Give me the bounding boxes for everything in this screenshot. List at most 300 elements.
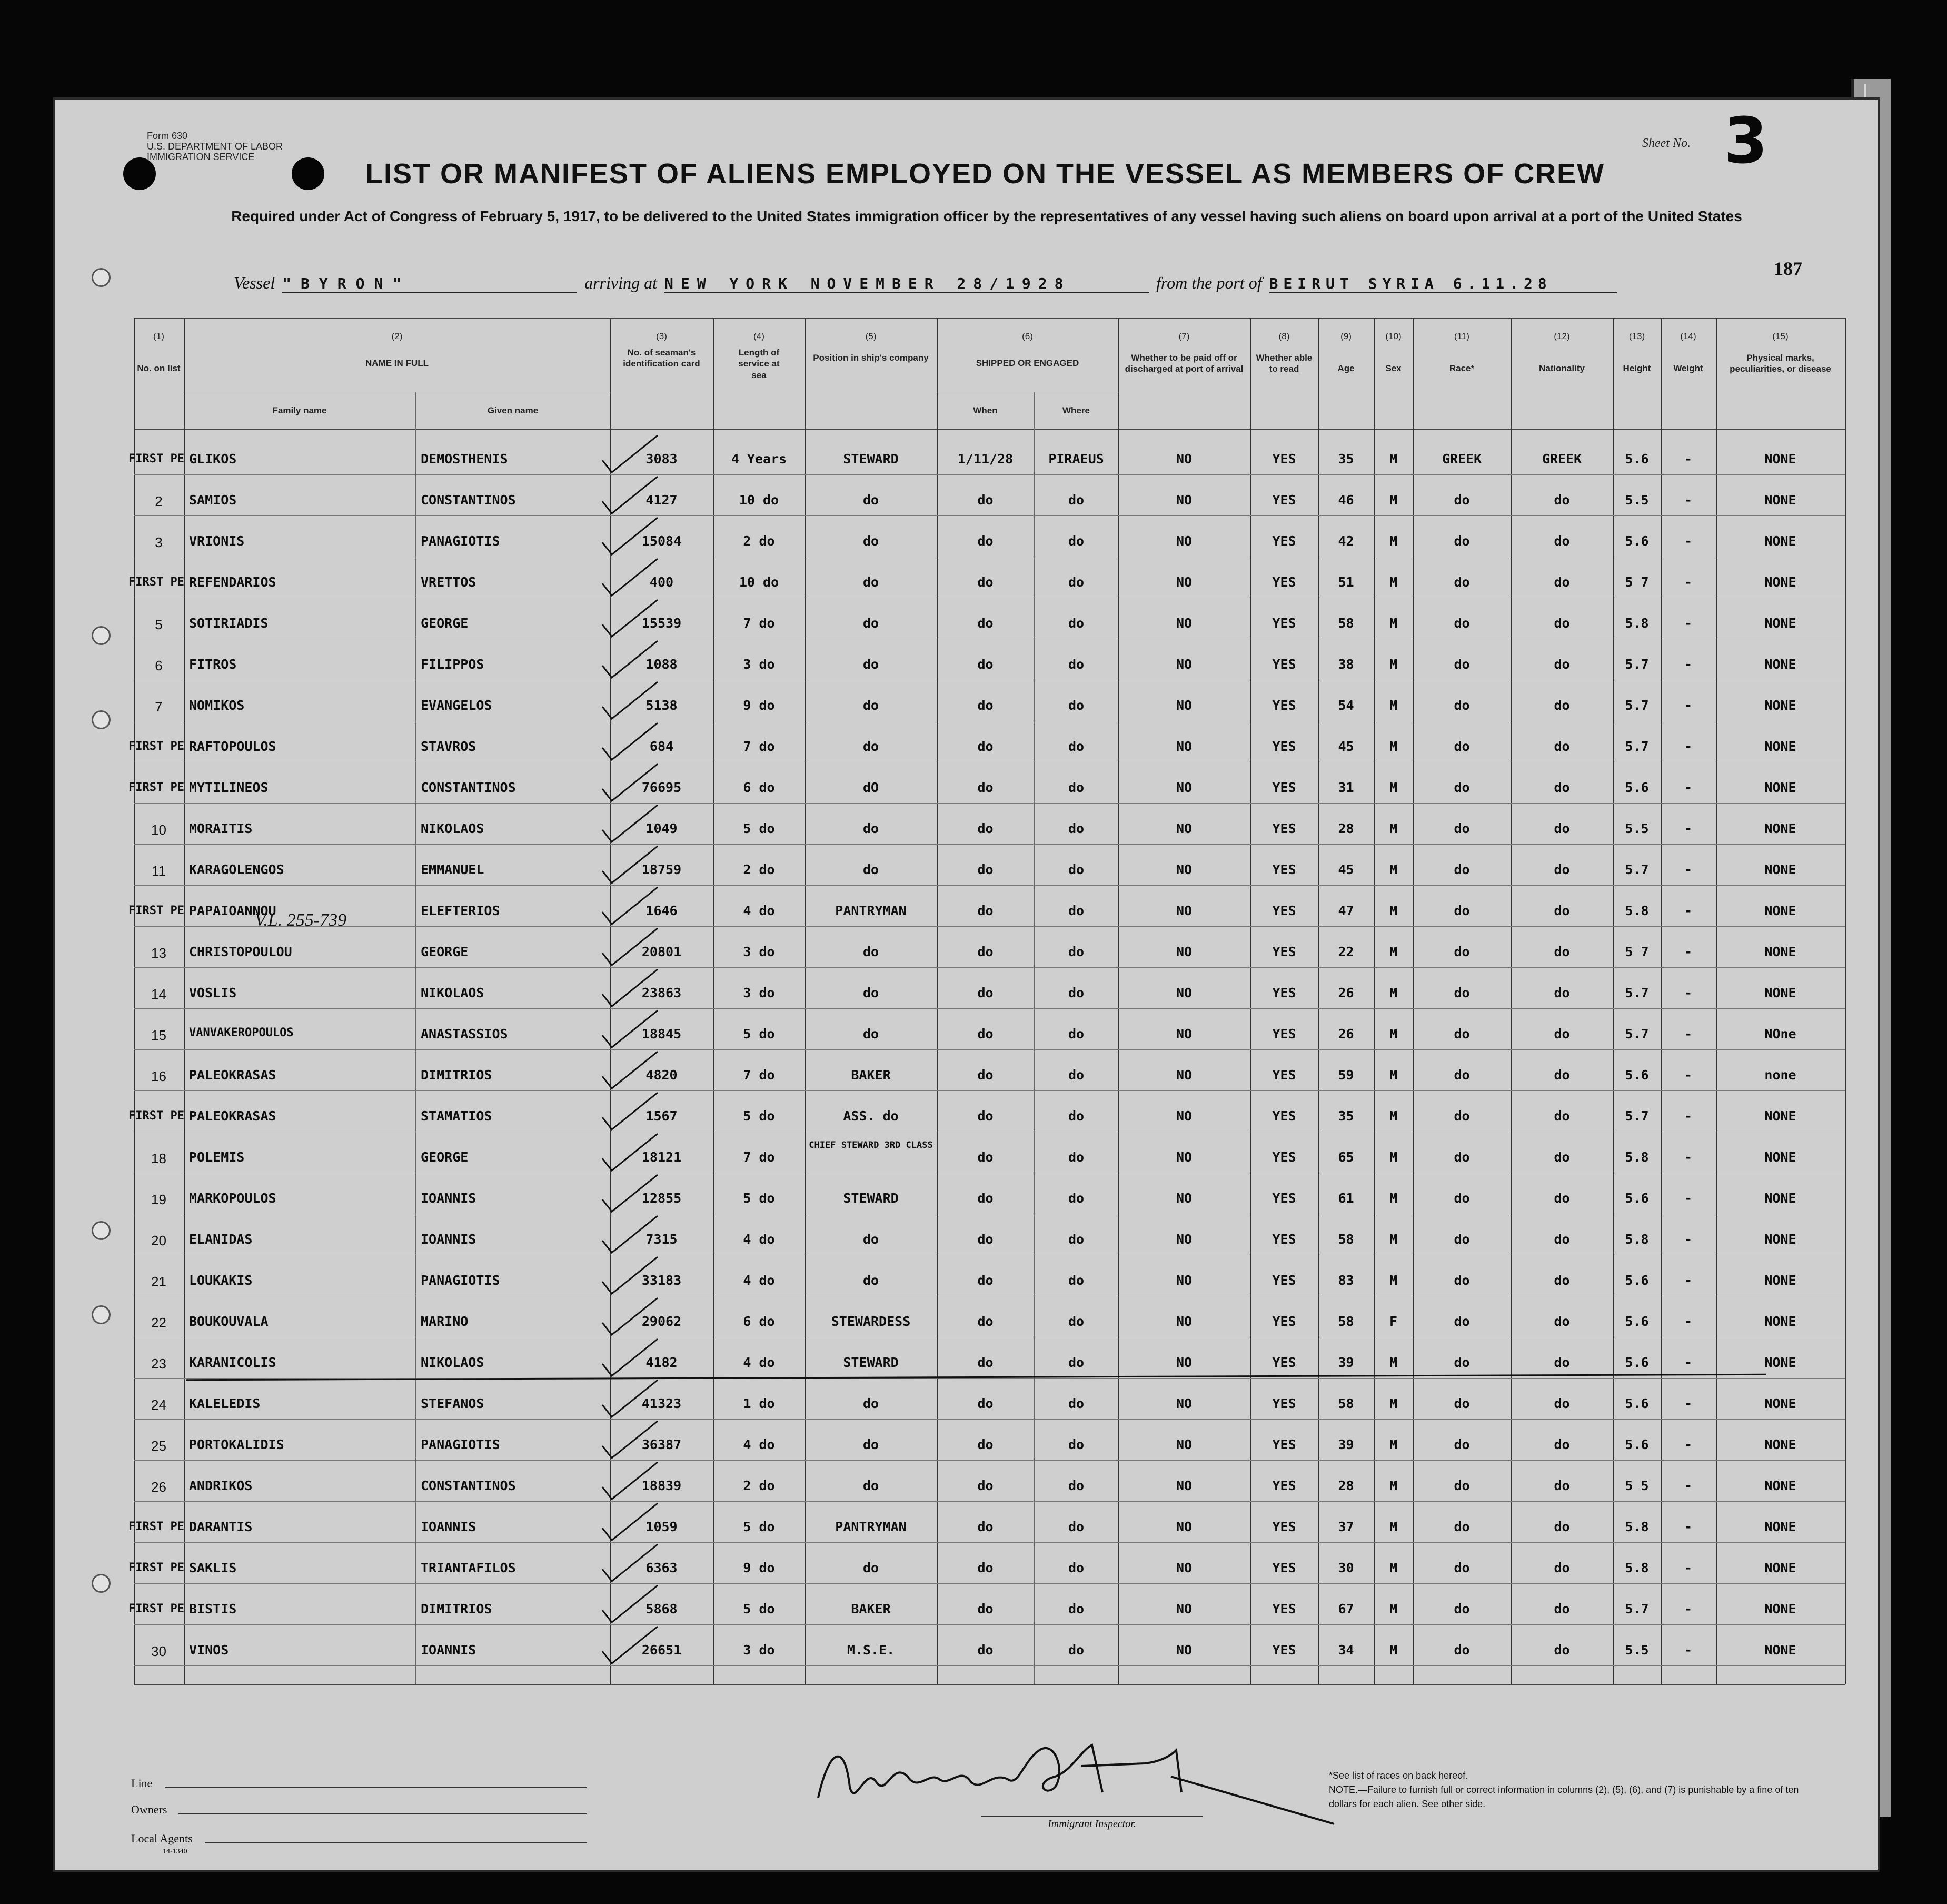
cell-where: do	[1068, 1273, 1085, 1288]
cell-card: 5868	[645, 1601, 678, 1617]
cell-race: do	[1454, 1396, 1470, 1411]
cell-read: YES	[1272, 698, 1296, 713]
cell-weight: -	[1684, 1642, 1693, 1658]
cell-paid: NO	[1176, 698, 1193, 713]
cell-paid: NO	[1176, 1067, 1193, 1083]
check-mark-icon	[597, 1335, 660, 1382]
row-rule	[134, 1665, 1845, 1666]
cell-family: SAKLIS	[189, 1560, 237, 1575]
cell-family: PAPAIOANNOU	[189, 903, 276, 918]
row-rule	[134, 1090, 1845, 1091]
cell-card: 7315	[645, 1232, 678, 1247]
cell-sex: F	[1389, 1314, 1398, 1329]
cell-given: GEORGE	[421, 616, 469, 631]
cell-given: STAVROS	[421, 739, 476, 754]
cell-when: do	[977, 1396, 994, 1411]
col1-num: (1)	[153, 331, 164, 341]
col4-num: (4)	[753, 331, 764, 341]
cell-age: 58	[1338, 616, 1354, 631]
arriving-label: arriving at	[584, 273, 657, 292]
cell-height: 5.7	[1625, 862, 1649, 877]
cell-race: do	[1454, 1437, 1470, 1452]
row-number: 13	[151, 945, 166, 961]
cell-read: YES	[1272, 616, 1296, 631]
handwritten-annotation: V.L. 255-739	[255, 910, 347, 930]
cell-when: do	[977, 1560, 994, 1575]
row-number: 20	[151, 1233, 166, 1248]
cell-age: 28	[1338, 1478, 1354, 1493]
cell-paid: NO	[1176, 1108, 1193, 1124]
row-number: 19	[151, 1192, 166, 1207]
cell-nationality: do	[1554, 1601, 1570, 1617]
cell-nationality: do	[1554, 1560, 1570, 1575]
cell-nationality: do	[1554, 616, 1570, 631]
cell-given: ELEFTERIOS	[421, 903, 500, 918]
cell-when: do	[977, 616, 994, 631]
cell-height: 5.7	[1625, 1108, 1649, 1124]
cell-paid: NO	[1176, 903, 1193, 918]
cell-paid: NO	[1176, 616, 1193, 631]
cell-length: 6 do	[743, 1314, 775, 1329]
check-mark-icon	[597, 719, 660, 766]
cell-read: YES	[1272, 903, 1296, 918]
cell-family: SAMIOS	[189, 492, 237, 508]
cell-given: TRIANTAFILOS	[421, 1560, 516, 1575]
cell-height: 5.7	[1625, 739, 1649, 754]
cell-position: do	[862, 1437, 879, 1452]
cell-read: YES	[1272, 1067, 1296, 1083]
col11-num: (11)	[1454, 331, 1469, 341]
cell-position: do	[862, 574, 879, 590]
cell-weight: -	[1684, 1396, 1693, 1411]
row-number: 30	[151, 1643, 166, 1659]
cell-height: 5.6	[1625, 1191, 1649, 1206]
cell-race: do	[1454, 862, 1470, 877]
check-mark-icon	[597, 678, 660, 725]
row-number: 3	[155, 534, 163, 550]
cell-nationality: do	[1554, 1026, 1570, 1042]
col2-num: (2)	[391, 331, 403, 341]
column-rule	[937, 318, 938, 1684]
cell-sex: M	[1389, 1191, 1398, 1206]
cell-sex: M	[1389, 533, 1398, 549]
column-rule	[1511, 318, 1512, 1684]
cell-race: do	[1454, 492, 1470, 508]
check-mark-icon	[597, 1294, 660, 1341]
cell-height: 5.8	[1625, 1560, 1649, 1575]
cell-position: do	[862, 944, 879, 959]
cell-length: 3 do	[743, 944, 775, 959]
cell-card: 5138	[645, 698, 678, 713]
cell-read: YES	[1272, 1437, 1296, 1452]
cell-race: do	[1454, 1560, 1470, 1575]
cell-race: do	[1454, 903, 1470, 918]
row-prefix: FIRST PE	[128, 1561, 184, 1574]
cell-nationality: do	[1554, 1314, 1570, 1329]
cell-height: 5.8	[1625, 1519, 1649, 1534]
col1-label: No. on list	[137, 363, 181, 373]
cell-where: do	[1068, 1026, 1085, 1042]
cell-where: do	[1068, 1191, 1085, 1206]
row-number: 25	[151, 1438, 166, 1454]
cell-weight: -	[1684, 1067, 1693, 1083]
col8-label: Whether able to read	[1256, 353, 1313, 374]
cell-family: PALEOKRASAS	[189, 1067, 276, 1083]
cell-length: 10 do	[739, 574, 779, 590]
cell-race: do	[1454, 1601, 1470, 1617]
cell-family: BISTIS	[189, 1601, 237, 1617]
row-number: 24	[151, 1397, 166, 1413]
cell-given: GEORGE	[421, 1149, 469, 1165]
cell-where: do	[1068, 1149, 1085, 1165]
cell-card: 684	[649, 739, 674, 754]
row-prefix: FIRST PE	[128, 904, 184, 917]
cell-nationality: do	[1554, 862, 1570, 877]
cell-read: YES	[1272, 1560, 1296, 1575]
cell-weight: -	[1684, 780, 1693, 795]
cell-given: PANAGIOTIS	[421, 1273, 500, 1288]
cell-height: 5.5	[1625, 492, 1649, 508]
cell-marks: NONE	[1764, 903, 1796, 918]
cell-paid: NO	[1176, 574, 1193, 590]
header-bottom-rule	[134, 429, 1845, 430]
cell-paid: NO	[1176, 1437, 1193, 1452]
cell-read: YES	[1272, 1026, 1296, 1042]
cell-position: do	[862, 739, 879, 754]
cell-family: FITROS	[189, 657, 237, 672]
cell-paid: NO	[1176, 657, 1193, 672]
check-mark-icon	[597, 1047, 660, 1095]
cell-length: 5 do	[743, 1191, 775, 1206]
cell-height: 5.8	[1625, 903, 1649, 918]
cell-paid: NO	[1176, 739, 1193, 754]
cell-race: do	[1454, 1108, 1470, 1124]
cell-given: DIMITRIOS	[421, 1067, 492, 1083]
cell-given: IOANNIS	[421, 1519, 476, 1534]
cell-when: do	[977, 903, 994, 918]
check-mark-icon	[597, 760, 660, 807]
cell-given: CONSTANTINOS	[421, 1478, 516, 1493]
row-prefix: FIRST PE	[128, 1109, 184, 1123]
cell-nationality: do	[1554, 1108, 1570, 1124]
footer-owners-label: Owners	[131, 1803, 167, 1816]
cell-age: 59	[1338, 1067, 1354, 1083]
col8-num: (8)	[1278, 331, 1290, 341]
cell-nationality: do	[1554, 1232, 1570, 1247]
cell-given: STAMATIOS	[421, 1108, 492, 1124]
cell-when: do	[977, 1642, 994, 1658]
check-mark-icon	[597, 1212, 660, 1259]
col6-num: (6)	[1022, 331, 1033, 341]
cell-weight: -	[1684, 1314, 1693, 1329]
cell-weight: -	[1684, 533, 1693, 549]
row-number: 11	[152, 863, 166, 879]
row-rule	[134, 1583, 1845, 1584]
cell-position: do	[862, 1273, 879, 1288]
cell-race: do	[1454, 1191, 1470, 1206]
cell-nationality: do	[1554, 821, 1570, 836]
cell-when: do	[977, 1355, 994, 1370]
column-rule	[805, 318, 806, 1684]
row-prefix: FIRST PE	[128, 740, 184, 753]
cell-when: do	[977, 1314, 994, 1329]
row-number: 18	[151, 1151, 166, 1166]
column-rule	[184, 318, 185, 1684]
arriving-value: NEW YORK NOVEMBER 28/1928	[664, 275, 1149, 293]
check-mark-icon	[597, 1458, 660, 1505]
row-rule	[134, 1460, 1845, 1461]
cell-read: YES	[1272, 451, 1296, 467]
cell-sex: M	[1389, 616, 1398, 631]
cell-age: 26	[1338, 1026, 1354, 1042]
cell-given: DEMOSTHENIS	[421, 451, 508, 467]
cell-where: do	[1068, 1232, 1085, 1247]
cell-read: YES	[1272, 862, 1296, 877]
col5-num: (5)	[865, 331, 877, 341]
col6-when: When	[973, 405, 998, 415]
check-mark-icon	[597, 1088, 660, 1136]
cell-when: 1/11/28	[957, 451, 1014, 467]
cell-sex: M	[1389, 903, 1398, 918]
cell-race: do	[1454, 1355, 1470, 1370]
cell-paid: NO	[1176, 1026, 1193, 1042]
cell-given: DIMITRIOS	[421, 1601, 492, 1617]
cell-marks: NONE	[1764, 1642, 1796, 1658]
col15-num: (15)	[1772, 331, 1789, 341]
cell-when: do	[977, 1108, 994, 1124]
cell-marks: NONE	[1764, 533, 1796, 549]
cell-when: do	[977, 574, 994, 590]
cell-marks: NONE	[1764, 821, 1796, 836]
cell-race: do	[1454, 698, 1470, 713]
cell-when: do	[977, 1601, 994, 1617]
cell-height: 5.7	[1625, 657, 1649, 672]
check-mark-icon	[597, 637, 660, 684]
cell-length: 4 do	[743, 1355, 775, 1370]
cell-read: YES	[1272, 1642, 1296, 1658]
cell-paid: NO	[1176, 1560, 1193, 1575]
col5-label: Position in ship's company	[813, 353, 929, 363]
cell-position: do	[862, 1560, 879, 1575]
footer-agents-rule	[205, 1842, 587, 1843]
cell-marks: NONE	[1764, 862, 1796, 877]
column-rule	[713, 318, 714, 1684]
footer-form-code: 14-1340	[163, 1848, 187, 1856]
cell-position: PANTRYMAN	[835, 1519, 907, 1534]
cell-nationality: do	[1554, 985, 1570, 1000]
cell-age: 37	[1338, 1519, 1354, 1534]
cell-where: do	[1068, 492, 1085, 508]
cell-length: 2 do	[743, 862, 775, 877]
cell-given: IOANNIS	[421, 1642, 476, 1658]
cell-position: do	[862, 985, 879, 1000]
row-number: 2	[155, 493, 163, 509]
cell-position: STEWARD	[843, 1191, 899, 1206]
check-mark-icon	[597, 883, 660, 930]
cell-position: STEWARD	[843, 1355, 899, 1370]
cell-height: 5.6	[1625, 1355, 1649, 1370]
cell-sex: M	[1389, 1232, 1398, 1247]
row-number: 10	[151, 822, 166, 838]
cell-height: 5 7	[1625, 574, 1649, 590]
cell-card: 36387	[641, 1437, 682, 1452]
cell-age: 58	[1338, 1314, 1354, 1329]
cell-marks: NONE	[1764, 944, 1796, 959]
cell-weight: -	[1684, 1560, 1693, 1575]
col14-label: Weight	[1673, 363, 1703, 373]
cell-length: 9 do	[743, 698, 775, 713]
cell-length: 7 do	[743, 616, 775, 631]
cell-sex: M	[1389, 780, 1398, 795]
cell-nationality: do	[1554, 657, 1570, 672]
cell-age: 26	[1338, 985, 1354, 1000]
cell-age: 35	[1338, 1108, 1354, 1124]
cell-length: 4 do	[743, 1232, 775, 1247]
column-rule	[1118, 318, 1119, 1684]
check-mark-icon	[597, 1129, 660, 1177]
cell-read: YES	[1272, 533, 1296, 549]
col3-label: No. of seaman's identification card	[623, 348, 700, 369]
sheet-no-value: 3	[1724, 105, 1768, 178]
cell-family: PORTOKALIDIS	[189, 1437, 284, 1452]
cell-where: do	[1068, 944, 1085, 959]
cell-marks: NONE	[1764, 1437, 1796, 1452]
col11-label: Race*	[1449, 363, 1475, 373]
cell-height: 5.6	[1625, 1396, 1649, 1411]
cell-card: 29062	[641, 1314, 682, 1329]
cell-given: GEORGE	[421, 944, 469, 959]
cell-age: 39	[1338, 1355, 1354, 1370]
cell-race: do	[1454, 533, 1470, 549]
cell-given: CONSTANTINOS	[421, 492, 516, 508]
cell-height: 5.8	[1625, 1232, 1649, 1247]
col14-num: (14)	[1680, 331, 1696, 341]
cell-marks: NONE	[1764, 492, 1796, 508]
crew-table	[55, 100, 1878, 1784]
row-prefix: FIRST PE	[128, 781, 184, 794]
cell-family: CHRISTOPOULOU	[189, 944, 292, 959]
cell-where: do	[1068, 903, 1085, 918]
cell-family: ANDRIKOS	[189, 1478, 253, 1493]
cell-age: 42	[1338, 533, 1354, 549]
cell-nationality: do	[1554, 492, 1570, 508]
cell-card: 12855	[641, 1191, 682, 1206]
cell-sex: M	[1389, 1642, 1398, 1658]
cell-nationality: do	[1554, 533, 1570, 549]
footer-line-rule	[165, 1787, 587, 1788]
footer-owners-rule	[178, 1813, 587, 1814]
col2-family: Family name	[272, 405, 327, 415]
cell-nationality: do	[1554, 1478, 1570, 1493]
cell-length: 5 do	[743, 1108, 775, 1124]
cell-paid: NO	[1176, 944, 1193, 959]
cell-sex: M	[1389, 1273, 1398, 1288]
cell-card: 23863	[641, 985, 682, 1000]
col10-label: Sex	[1385, 363, 1402, 373]
cell-age: 45	[1338, 739, 1354, 754]
from-value: BEIRUT SYRIA 6.11.28	[1269, 275, 1617, 293]
cell-weight: -	[1684, 451, 1693, 467]
row-number: 5	[155, 617, 163, 632]
check-mark-icon	[597, 431, 660, 479]
cell-nationality: do	[1554, 1519, 1570, 1534]
cell-sex: M	[1389, 1560, 1398, 1575]
cell-height: 5.6	[1625, 451, 1649, 467]
cell-race: do	[1454, 985, 1470, 1000]
cell-where: do	[1068, 657, 1085, 672]
cell-position: BAKER	[851, 1067, 891, 1083]
cell-length: 10 do	[739, 492, 779, 508]
row-rule	[134, 967, 1845, 968]
cell-where: do	[1068, 1519, 1085, 1534]
cell-position: do	[862, 1478, 879, 1493]
cell-length: 7 do	[743, 739, 775, 754]
cell-length: 4 do	[743, 1273, 775, 1288]
cell-card: 33183	[641, 1273, 682, 1288]
cell-given: STEFANOS	[421, 1396, 484, 1411]
cell-marks: NONE	[1764, 616, 1796, 631]
cell-sex: M	[1389, 1519, 1398, 1534]
row-number: 15	[151, 1027, 166, 1043]
col10-num: (10)	[1385, 331, 1402, 341]
cell-when: do	[977, 1191, 994, 1206]
cell-card: 400	[649, 574, 674, 590]
cell-weight: -	[1684, 862, 1693, 877]
table-top-rule	[134, 318, 1845, 319]
cell-position: do	[862, 862, 879, 877]
col6-label: SHIPPED OR ENGAGED	[976, 358, 1079, 368]
cell-marks: NONE	[1764, 574, 1796, 590]
cell-paid: NO	[1176, 985, 1193, 1000]
row-number: 22	[151, 1315, 166, 1331]
cell-marks: NONE	[1764, 1478, 1796, 1493]
cell-card: 4127	[645, 492, 678, 508]
column-rule	[1250, 318, 1251, 1684]
cell-position: do	[862, 492, 879, 508]
cell-paid: NO	[1176, 1149, 1193, 1165]
cell-given: PANAGIOTIS	[421, 1437, 500, 1452]
cell-card: 18845	[641, 1026, 682, 1042]
cell-marks: NONE	[1764, 1560, 1796, 1575]
cell-nationality: do	[1554, 1149, 1570, 1165]
cell-age: 28	[1338, 821, 1354, 836]
col13-num: (13)	[1628, 331, 1645, 341]
cell-age: 35	[1338, 451, 1354, 467]
cell-length: 2 do	[743, 533, 775, 549]
cell-read: YES	[1272, 1232, 1296, 1247]
page-number: 187	[1774, 258, 1802, 279]
check-mark-icon	[597, 1499, 660, 1546]
cell-when: do	[977, 1149, 994, 1165]
row-number: 14	[151, 986, 166, 1002]
cell-length: 4 do	[743, 903, 775, 918]
cell-height: 5.7	[1625, 1601, 1649, 1617]
cell-position: PANTRYMAN	[835, 903, 907, 918]
row-rule	[134, 1624, 1845, 1625]
check-mark-icon	[597, 1006, 660, 1054]
cell-card: 41323	[641, 1396, 682, 1411]
cell-race: do	[1454, 944, 1470, 959]
cell-where: do	[1068, 1108, 1085, 1124]
cell-sex: M	[1389, 1601, 1398, 1617]
row-rule	[134, 885, 1845, 886]
cell-card: 26651	[641, 1642, 682, 1658]
row-prefix: FIRST PE	[128, 576, 184, 589]
cell-nationality: do	[1554, 1396, 1570, 1411]
col4-label: Length of service at sea	[738, 348, 780, 380]
cell-nationality: do	[1554, 944, 1570, 959]
cell-race: do	[1454, 1314, 1470, 1329]
